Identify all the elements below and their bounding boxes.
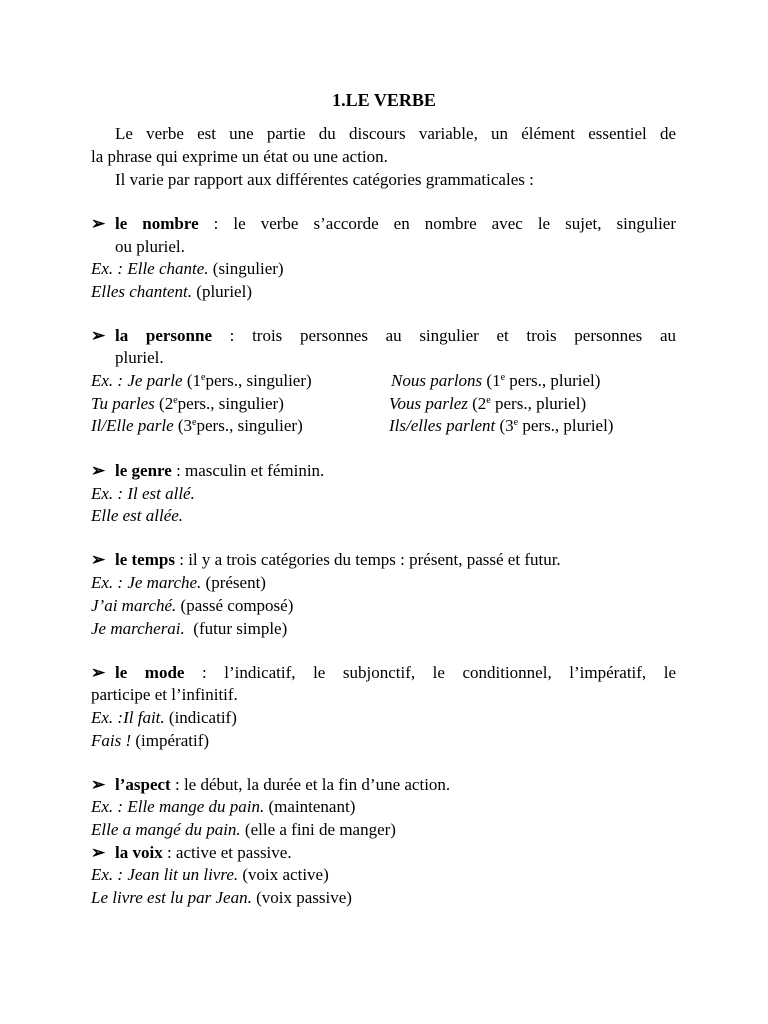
- arrow-bullet-icon: ➢: [91, 843, 106, 862]
- personne-row2-right-text: Vous parlez: [389, 394, 468, 413]
- personne-row2-right: Vous parlez (2e pers., pluriel): [389, 394, 587, 413]
- nombre-desc-2: ou pluriel.: [115, 237, 185, 256]
- personne-row1-right-num: 1: [492, 371, 501, 390]
- personne-row2-left-rest: pers., singulier): [177, 394, 284, 413]
- voix-ex2-note: (voix passive): [251, 888, 352, 907]
- voix-ex1-text: Ex. : Jean lit un livre.: [91, 865, 239, 884]
- nombre-ex1-note: (singulier): [208, 259, 284, 278]
- personne-row1-left-rest: pers., singulier): [205, 371, 312, 390]
- personne-row-3: Il/Elle parle (3epers., singulier) Ils/elles parlent (3e pers., pluriel): [91, 416, 614, 435]
- aspect-ex2-text: Elle a mangé du pain.: [91, 820, 241, 839]
- personne-row2-left-num: 2: [164, 394, 174, 413]
- term-mode: le mode: [115, 663, 185, 682]
- term-temps: le temps: [115, 550, 175, 569]
- voix-example-2: [91, 887, 352, 909]
- personne-row3-left-num: 3: [183, 416, 193, 435]
- section-temps-heading: [91, 549, 561, 571]
- personne-row-1: Ex. : Je parle (1epers., singulier) Nous parlons (1e pers., pluriel): [91, 371, 601, 390]
- aspect-example-1: [91, 796, 355, 818]
- genre-example-1: Ex. : Il est allé.: [91, 484, 195, 503]
- mode-desc-2: participe et l’infinitif.: [91, 685, 238, 704]
- term-voix: la voix: [115, 843, 163, 862]
- intro-line-2: la phrase qui exprime un état ou une action.: [91, 147, 388, 166]
- personne-row2-left-sup: e: [173, 395, 178, 406]
- mode-ex2-text: Fais !: [91, 731, 132, 750]
- personne-row3-right-rest: pers., pluriel): [518, 416, 614, 435]
- temps-ex2-text: J’ai marché.: [91, 596, 177, 615]
- genre-desc: : masculin et féminin.: [171, 461, 325, 480]
- nombre-ex1-text: Ex. : Elle chante.: [91, 259, 209, 278]
- personne-row2-left-text: Tu parles: [91, 394, 155, 413]
- personne-row1-right-rest: pers., pluriel): [505, 371, 601, 390]
- nombre-example-2: [91, 281, 252, 303]
- section-aspect-heading: [91, 774, 450, 796]
- voix-ex2-text: Le livre est lu par Jean.: [91, 888, 252, 907]
- mode-example-1: [91, 707, 237, 729]
- nombre-ex2-text: Elles chantent.: [91, 282, 193, 301]
- personne-row3-left-sup: e: [192, 417, 197, 428]
- temps-example-3: [91, 618, 287, 640]
- personne-row-2: Tu parles (2epers., singulier) Vous parlez (2e pers., pluriel): [91, 394, 587, 413]
- intro-line-3: Il varie par rapport aux différentes catégories grammaticales :: [115, 170, 534, 189]
- personne-desc-2: pluriel.: [115, 348, 164, 367]
- voix-ex1-note: (voix active): [238, 865, 329, 884]
- personne-row2-right-num: 2: [477, 394, 487, 413]
- nombre-ex2-note: (pluriel): [192, 282, 252, 301]
- temps-ex2-note: (passé composé): [176, 596, 294, 615]
- genre-example-2: Elle est allée.: [91, 506, 184, 525]
- arrow-bullet-icon: ➢: [91, 461, 106, 480]
- personne-row3-right-sup: e: [513, 417, 519, 428]
- arrow-bullet-icon: ➢: [91, 214, 106, 233]
- voix-example-1: [91, 864, 329, 886]
- personne-row1-left-num: 1: [192, 371, 201, 390]
- term-nombre: le nombre: [115, 214, 199, 233]
- arrow-bullet-icon: ➢: [91, 663, 106, 682]
- voix-desc: : active et passive.: [162, 843, 292, 862]
- temps-ex1-note: (présent): [201, 573, 266, 592]
- mode-example-2: [91, 730, 209, 752]
- aspect-ex2-note: (elle a fini de manger): [240, 820, 396, 839]
- arrow-bullet-icon: ➢: [91, 775, 106, 794]
- nombre-example-1: [91, 258, 284, 280]
- temps-example-1: [91, 572, 266, 594]
- term-aspect: l’aspect: [115, 775, 171, 794]
- mode-ex1-text: Ex. :Il fait.: [91, 708, 165, 727]
- term-personne: la personne: [115, 326, 213, 345]
- section-mode-heading: [91, 662, 676, 684]
- mode-desc-1: : l’indicatif, le subjonctif, le conditionnel, l’impératif, le: [184, 663, 676, 682]
- personne-desc-1: : trois personnes au singulier et trois personnes au: [212, 326, 676, 345]
- aspect-desc: : le début, la durée et la fin d’une action.: [170, 775, 451, 794]
- personne-row3-right-text: Ils/elles parlent: [389, 416, 496, 435]
- section-voix-heading: [91, 842, 292, 864]
- temps-desc: : il y a trois catégories du temps : présent, passé et futur.: [174, 550, 561, 569]
- intro-line-1: Le verbe est une partie du discours variable, un élément essentiel de: [115, 124, 676, 143]
- aspect-ex1-note: (maintenant): [264, 797, 356, 816]
- personne-row2-right-rest: pers., pluriel): [490, 394, 587, 413]
- personne-row3-right-num: 3: [505, 416, 514, 435]
- personne-row3-left-rest: pers., singulier): [196, 416, 303, 435]
- section-genre-heading: [91, 460, 324, 482]
- personne-row1-left-text: Ex. : Je parle: [91, 371, 183, 390]
- term-genre: le genre: [115, 461, 172, 480]
- personne-row1-right-text: Nous parlons: [391, 371, 483, 390]
- section-nombre-heading: [91, 213, 676, 235]
- mode-ex1-note: (indicatif): [164, 708, 237, 727]
- personne-row1-right: Nous parlons (1e pers., pluriel): [391, 371, 601, 390]
- mode-ex2-note: (impératif): [131, 731, 210, 750]
- arrow-bullet-icon: ➢: [91, 326, 106, 345]
- personne-row1-left-sup: e: [201, 372, 206, 383]
- temps-ex1-text: Ex. : Je marche.: [91, 573, 202, 592]
- temps-example-2: [91, 595, 293, 617]
- personne-row3-right: Ils/elles parlent (3e pers., pluriel): [389, 416, 614, 435]
- personne-row1-right-sup: e: [500, 372, 506, 383]
- temps-ex3-text: Je marcherai.: [91, 619, 185, 638]
- aspect-ex1-text: Ex. : Elle mange du pain.: [91, 797, 265, 816]
- section-personne-heading: [91, 325, 676, 347]
- nombre-desc-1: : le verbe s’accorde en nombre avec le sujet, singulier: [198, 214, 677, 233]
- personne-row3-left-text: Il/Elle parle: [91, 416, 174, 435]
- temps-ex3-note: (futur simple): [184, 619, 288, 638]
- aspect-example-2: [91, 819, 396, 841]
- page-title: 1.LE VERBE: [332, 90, 436, 110]
- arrow-bullet-icon: ➢: [91, 550, 106, 569]
- personne-row2-right-sup: e: [486, 395, 491, 406]
